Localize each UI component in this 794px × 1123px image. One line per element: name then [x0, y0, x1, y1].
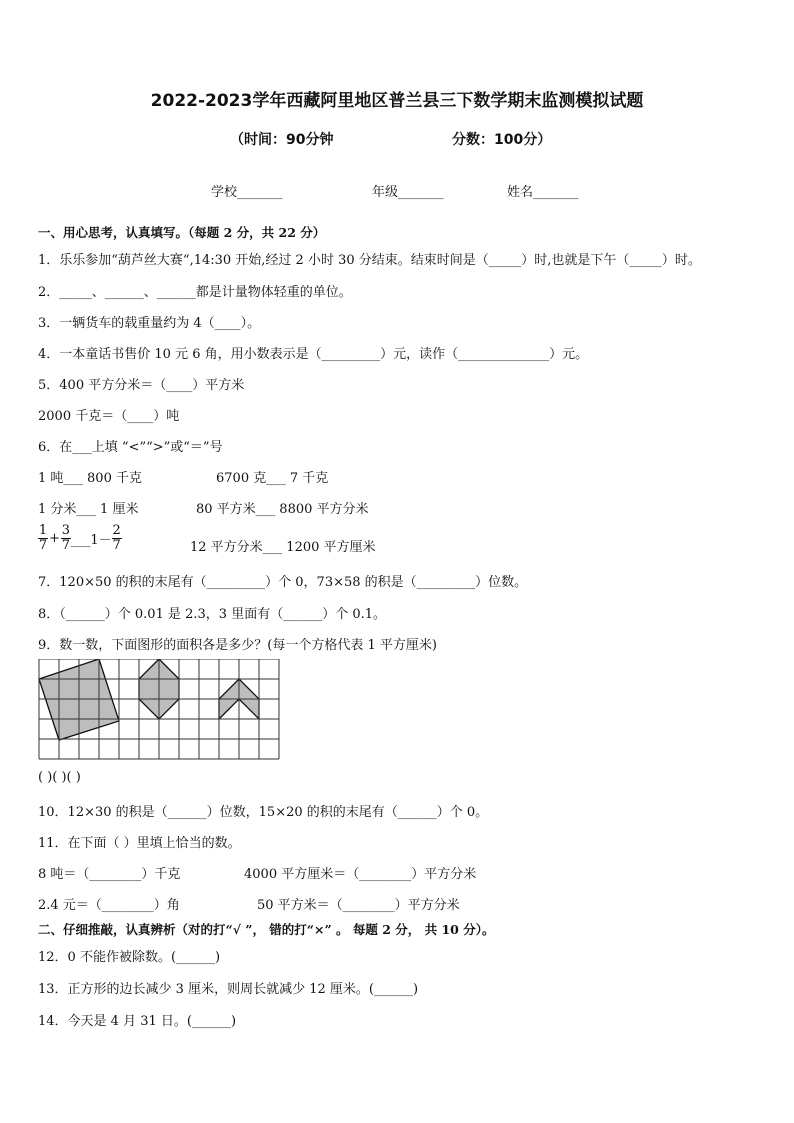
question-6-row3b: 12 平方分米___ 1200 平方厘米: [190, 540, 376, 555]
question-6-fraction-expression: [38, 524, 122, 553]
area-grid-figure: [38, 659, 286, 761]
school-field: 学校_______: [211, 185, 283, 200]
grade-field: 年级_______: [372, 185, 444, 200]
question-14: 14．今天是 4 月 31 日。(______): [38, 1014, 237, 1029]
question-11a: 8 吨＝（________）千克: [38, 867, 181, 882]
plus-sign: +: [49, 531, 60, 546]
question-11-stem: 11．在下面（ ）里填上恰当的数。: [38, 836, 241, 851]
fraction-two-sevenths: [112, 524, 122, 553]
numerator: 3: [61, 523, 71, 538]
denominator: 7: [38, 538, 48, 553]
question-6-row1a: 1 吨___ 800 千克: [38, 471, 142, 486]
question-1: 1．乐乐参加“葫芦丝大赛“,14:30 开始,经过 2 小时 30 分结束。结束时间是（_____）时,也就是下午（_____）时。: [38, 253, 701, 268]
question-5b: 2000 千克＝（____）吨: [38, 409, 180, 424]
question-11c: 2.4 元＝（________）角: [38, 898, 180, 913]
page-title: 2022-2023学年西藏阿里地区普兰县三下数学期末监测模拟试题: [150, 91, 644, 111]
blank-and-minus: ___1－: [70, 533, 112, 548]
question-7: 7．120×50 的积的末尾有（_________）个 0，73×58 的积是（_________）位数。: [38, 575, 528, 590]
section-2-heading: 二、仔细推敲，认真辨析（对的打“√ ”， 错的打“×” 。 每题 2 分， 共 10 分）。: [38, 922, 495, 937]
question-13: 13．正方形的边长减少 3 厘米，则周长就减少 12 厘米。(______): [38, 982, 419, 997]
question-3: 3．一辆货车的载重量约为 4（____）。: [38, 316, 261, 331]
question-5a: 5．400 平方分米＝（____）平方米: [38, 378, 245, 393]
name-field: 姓名_______: [507, 185, 579, 200]
question-8: 8．（______）个 0.01 是 2.3，3 里面有（______）个 0.1。: [38, 607, 386, 622]
question-6-row2b: 80 平方米___ 8800 平方分米: [196, 502, 369, 517]
denominator: 7: [61, 538, 71, 553]
fraction-three-sevenths: [61, 524, 71, 553]
question-9-answers: ( )( )( ): [38, 770, 81, 785]
fraction-one-seventh: [38, 524, 48, 553]
question-6-row2a: 1 分米___ 1 厘米: [38, 502, 139, 517]
question-12: 12．0 不能作被除数。(______): [38, 950, 221, 965]
exam-score: 分数：100分）: [452, 132, 552, 148]
question-4: 4．一本童话书售价 10 元 6 角，用小数表示是（_________）元，读作（______________）元。: [38, 347, 589, 362]
numerator: 1: [38, 523, 48, 538]
question-6-row1b: 6700 克___ 7 千克: [216, 471, 329, 486]
question-11b: 4000 平方厘米＝（________）平方分米: [244, 867, 477, 882]
question-2: 2．_____、______、______都是计量物体轻重的单位。: [38, 285, 352, 300]
numerator: 2: [112, 523, 121, 538]
question-11d: 50 平方米＝（________）平方分米: [257, 898, 460, 913]
question-10: 10．12×30 的积是（______）位数，15×20 的积的末尾有（______）个 0。: [38, 805, 489, 820]
section-1-heading: 一、用心思考，认真填写。（每题 2 分，共 22 分）: [38, 225, 326, 240]
denominator: 7: [112, 538, 121, 553]
question-9-stem: 9．数一数，下面图形的面积各是多少？(每一个方格代表 1 平方厘米): [38, 638, 437, 653]
exam-time: （时间：90分钟: [230, 132, 334, 148]
question-6-stem: 6．在___上填 “<”“>”或“＝”号: [38, 440, 223, 455]
